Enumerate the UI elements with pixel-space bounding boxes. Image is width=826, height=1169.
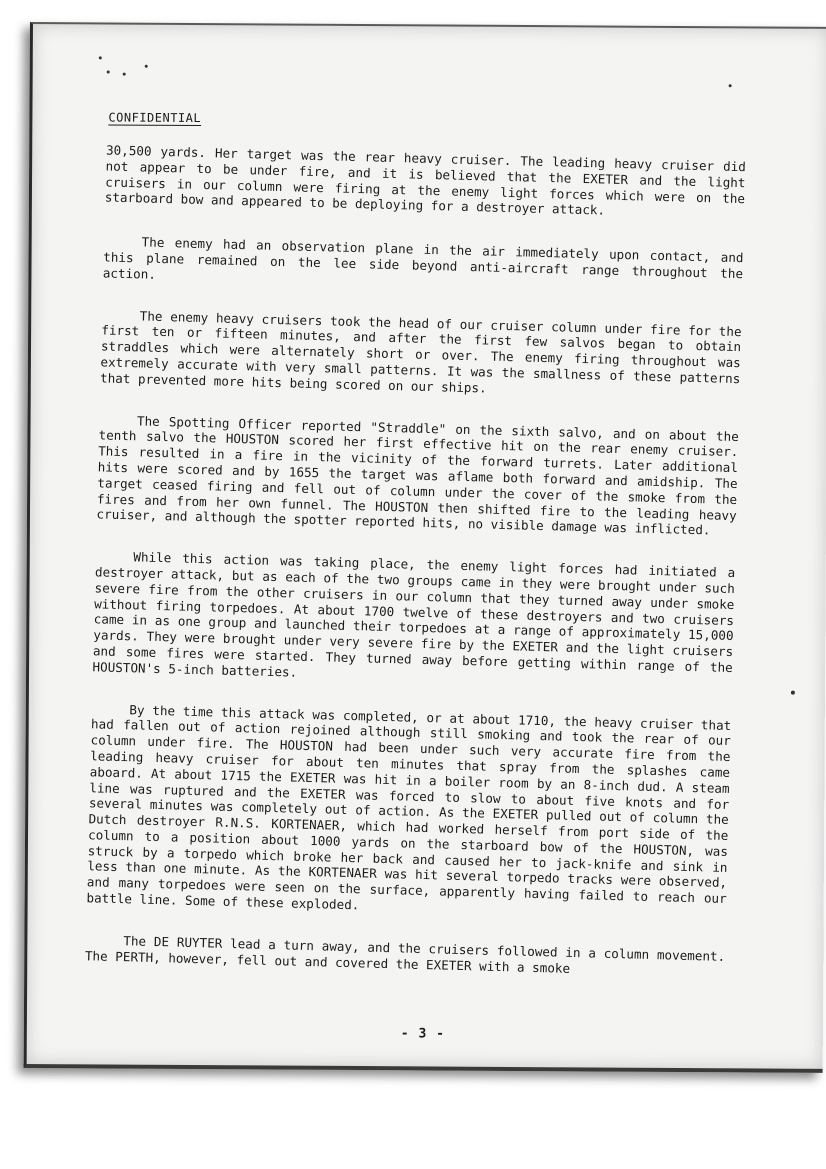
speck xyxy=(729,84,732,87)
paragraph: The Spotting Officer reported "Straddle" on the sixth salvo, and on about the tenth salvo the HOUSTON scored her first effective hit on the rear enemy cruiser. This resulted in a fire in the vicinity of the forward turrets. Later additional hits were scored and by 1655 the target was aflame both forward and amidship. The target ceased firing and fell out of column under the cover of the smoke from the fires and from her own funnel. The HOUSTON then shifted fire to the leading heavy cruiser, and although the spotter reported hits, no visible damage was inflicted. xyxy=(96,412,739,538)
paragraph: The enemy had an observation plane in the air immediately upon contact, and this plane remained on the lee side beyond anti-aircraft range throughout the action. xyxy=(102,234,744,282)
paragraph: While this action was taking place, the enemy light forces had initiated a destroyer attack, but as each of the two groups came in they were brought under such severe fire from the other cruisers in our column that they turned away under smoke without firing torpedoes. At about 1700 twelve of these destroyers and two cruisers came in as one group and launched their torpedoes at a range of approximately 15,000 yards. They were brought under very severe fire by the EXETER and the light cruisers and some fires were started. They turned away before getting within range of the HOUSTON's 5-inch batteries. xyxy=(92,549,736,680)
body-text xyxy=(84,142,746,1006)
paragraph: The enemy heavy cruisers took the head of our cruiser column under fire for the first ten or fifteen minutes, and after the first few salvos began to obtain straddles which were alternately short or over. The enemy firing throughout was extremely accurate with very small patterns. It was the smallness of these patterns that prevented more hits being scored on our ships. xyxy=(99,307,742,396)
speck xyxy=(123,73,126,76)
classification-heading: CONFIDENTIAL xyxy=(108,110,202,126)
paragraph: By the time this attack was completed, or at about 1710, the heavy cruiser that had fallen out of action rejoined although still smoking and took the rear of our column under fire. The HOUSTON had been under such very accurate fire from the leading heavy cruiser for about ten minutes that spray from the splashes came aboard. At about 1715 the EXETER was hit in a boiler room by an 8-inch dud. A steam line was ruptured and the EXETER was forced to slow to about five knots and for several minutes was completely out of action. As the EXETER pulled out of column the Dutch destroyer R.N.S. KORTENAER, which had worked herself from port side of the column to a position about 1000 yards on the starboard bow of the HOUSTON, was struck by a torpedo which broke her back and caused her to jack-knife and sink in less than one minute. As the KORTENAER was hit several torpedo tracks were observed, and many torpedoes were seen on the surface, apparently having failed to reach our battle line. Some of these exploded. xyxy=(86,701,732,913)
paragraph: The DE RUYTER lead a turn away, and the cruisers followed in a column movement. The PERTH, however, fell out and covered the EXETER with a smoke xyxy=(84,933,726,976)
speck xyxy=(99,56,102,59)
paragraph: 30,500 yards. Her target was the rear heavy cruiser. The leading heavy cruiser did not appear to be under fire, and it is believed that the EXETER and the light cruisers in our column were firing at the enemy light forces which were on the starboard bow and appeared to be deploying for a destroyer attack. xyxy=(104,142,747,218)
speck xyxy=(145,65,148,68)
speck xyxy=(107,70,110,73)
page-number: - 3 - xyxy=(400,1026,446,1042)
speck xyxy=(791,691,795,695)
document-page xyxy=(24,22,826,1073)
